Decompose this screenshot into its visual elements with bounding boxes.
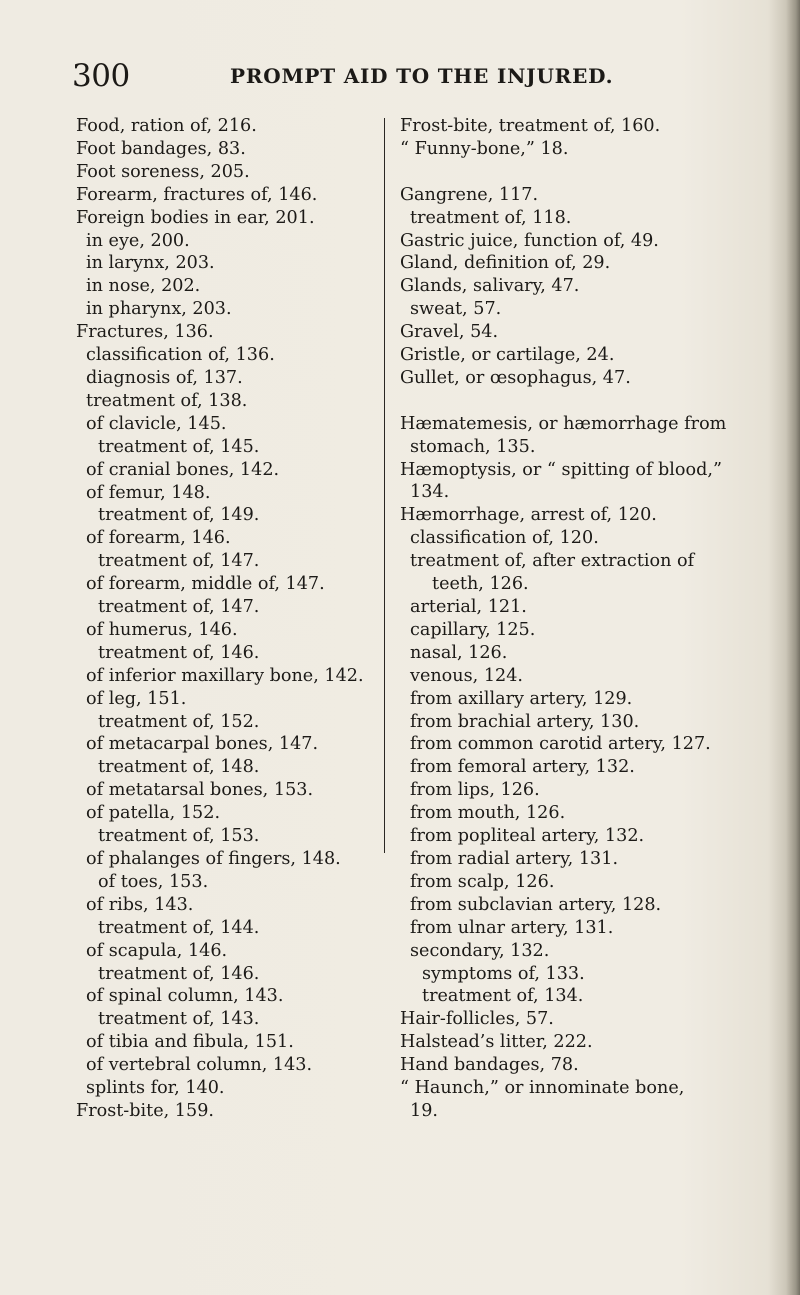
index-subentry: treatment of, 145. xyxy=(98,436,260,457)
index-subentry: nasal, 126. xyxy=(410,642,508,663)
index-subentry: of femur, 148. xyxy=(86,482,211,503)
index-subentry: of ribs, 143. xyxy=(86,894,194,915)
index-subentry: from ulnar artery, 131. xyxy=(410,917,614,938)
index-entry: Hand bandages, 78. xyxy=(400,1055,579,1076)
index-entry: Glands, salivary, 47. xyxy=(400,276,580,297)
index-subentry: of cranial bones, 142. xyxy=(86,459,280,480)
page-number: 300 xyxy=(72,58,130,94)
index-entry: “ Funny-bone,” 18. xyxy=(400,138,569,159)
index-subentry: from common carotid artery, 127. xyxy=(410,734,711,755)
index-subentry: from brachial artery, 130. xyxy=(410,711,640,732)
index-subentry: treatment of, 146. xyxy=(98,642,260,663)
index-subentry: treatment of, 143. xyxy=(98,1009,260,1030)
index-entry: Gastric juice, function of, 49. xyxy=(400,230,659,251)
index-subentry: of scapula, 146. xyxy=(86,940,228,961)
index-subentry: secondary, 132. xyxy=(410,940,550,961)
index-subentry: of inferior maxillary bone, 142. xyxy=(86,665,364,686)
index-subentry: of humerus, 146. xyxy=(86,619,238,640)
index-subentry: from lips, 126. xyxy=(410,780,540,801)
index-entry: Forearm, fractures of, 146. xyxy=(76,184,318,205)
index-subentry: of forearm, 146. xyxy=(86,528,231,549)
running-title: PROMPT AID TO THE INJURED. xyxy=(230,64,614,88)
index-entry: Frost-bite, treatment of, 160. xyxy=(400,116,661,136)
index-subentry: from subclavian artery, 128. xyxy=(410,894,662,915)
index-subentry: of vertebral column, 143. xyxy=(86,1055,313,1076)
index-subentry: teeth, 126. xyxy=(432,574,529,595)
index-entry: Hæmoptysis, or “ spitting of blood,” xyxy=(400,459,722,480)
index-subentry: in pharynx, 203. xyxy=(86,299,232,320)
index-subentry: from scalp, 126. xyxy=(410,871,555,892)
index-subentry: splints for, 140. xyxy=(86,1078,225,1099)
index-entry: Gland, definition of, 29. xyxy=(400,253,611,274)
index-subentry: treatment of, 147. xyxy=(98,551,260,572)
index-subentry: symptoms of, 133. xyxy=(422,963,585,984)
index-subentry: of spinal column, 143. xyxy=(86,986,284,1007)
index-entry: Foreign bodies in ear, 201. xyxy=(76,207,315,228)
index-gap xyxy=(400,390,740,413)
index-entry: Gullet, or œsophagus, 47. xyxy=(400,367,631,388)
index-entry: Foot bandages, 83. xyxy=(76,138,246,159)
index-subentry: treatment of, 144. xyxy=(98,917,260,938)
index-subentry: treatment of, 148. xyxy=(98,757,260,778)
index-subentry: of forearm, middle of, 147. xyxy=(86,574,325,595)
index-subentry: from axillary artery, 129. xyxy=(410,688,633,709)
index-subentry: arterial, 121. xyxy=(410,597,527,617)
index-subentry: of clavicle, 145. xyxy=(86,413,227,434)
index-subentry: classification of, 120. xyxy=(410,528,599,549)
page-edge-shadow xyxy=(786,0,800,1295)
index-subentry: treatment of, 138. xyxy=(86,390,248,411)
index-subentry: of tibia and fibula, 151. xyxy=(86,1032,294,1053)
index-subentry: in larynx, 203. xyxy=(86,253,215,274)
index-entry: Foot soreness, 205. xyxy=(76,161,250,182)
index-subentry: of phalanges of fingers, 148. xyxy=(86,849,341,869)
index-entry: Hæmorrhage, arrest of, 120. xyxy=(400,505,657,526)
index-entry: Frost-bite, 159. xyxy=(76,1100,214,1121)
index-subentry: treatment of, 149. xyxy=(98,505,260,526)
index-subentry: from femoral artery, 132. xyxy=(410,757,635,778)
page-header xyxy=(72,56,752,96)
index-subentry: of leg, 151. xyxy=(86,688,187,709)
index-subentry: 134. xyxy=(410,482,450,503)
index-subentry: venous, 124. xyxy=(410,665,523,686)
index-subentry: stomach, 135. xyxy=(410,436,536,457)
index-entry: Gangrene, 117. xyxy=(400,184,539,205)
index-column-left xyxy=(76,115,366,1123)
index-subentry: in eye, 200. xyxy=(86,230,190,251)
index-subentry: treatment of, after extraction of xyxy=(410,551,695,572)
index-subentry: of toes, 153. xyxy=(98,871,209,892)
index-subentry: of metatarsal bones, 153. xyxy=(86,780,314,801)
index-subentry: classification of, 136. xyxy=(86,345,275,366)
index-entry: Halstead’s litter, 222. xyxy=(400,1032,593,1053)
index-entry: Food, ration of, 216. xyxy=(76,116,257,136)
index-subentry: of patella, 152. xyxy=(86,803,221,824)
index-subentry: from radial artery, 131. xyxy=(410,848,619,869)
index-entry: Fractures, 136. xyxy=(76,322,214,343)
index-subentry: sweat, 57. xyxy=(410,299,502,320)
index-subentry: treatment of, 146. xyxy=(98,963,260,984)
index-subentry: treatment of, 152. xyxy=(98,711,260,732)
index-entry: “ Haunch,” or innominate bone, xyxy=(400,1078,685,1099)
index-subentry: in nose, 202. xyxy=(86,276,201,297)
index-subentry: treatment of, 118. xyxy=(410,207,572,228)
index-gap xyxy=(400,161,740,184)
index-entry: Hæmatemesis, or hæmorrhage from xyxy=(400,413,727,434)
index-subentry: from mouth, 126. xyxy=(410,803,566,824)
index-subentry: capillary, 125. xyxy=(410,619,536,640)
index-subentry: of metacarpal bones, 147. xyxy=(86,734,319,755)
index-subentry: 19. xyxy=(410,1100,438,1121)
index-subentry: treatment of, 153. xyxy=(98,826,260,847)
index-subentry: treatment of, 134. xyxy=(422,986,584,1007)
column-divider xyxy=(384,118,385,853)
index-subentry: diagnosis of, 137. xyxy=(86,367,243,388)
index-entry: Gristle, or cartilage, 24. xyxy=(400,345,615,366)
index-column-right xyxy=(400,115,740,1123)
index-subentry: from popliteal artery, 132. xyxy=(410,826,645,847)
index-entry: Gravel, 54. xyxy=(400,322,499,343)
index-subentry: treatment of, 147. xyxy=(98,597,260,618)
index-entry: Hair-follicles, 57. xyxy=(400,1009,554,1030)
